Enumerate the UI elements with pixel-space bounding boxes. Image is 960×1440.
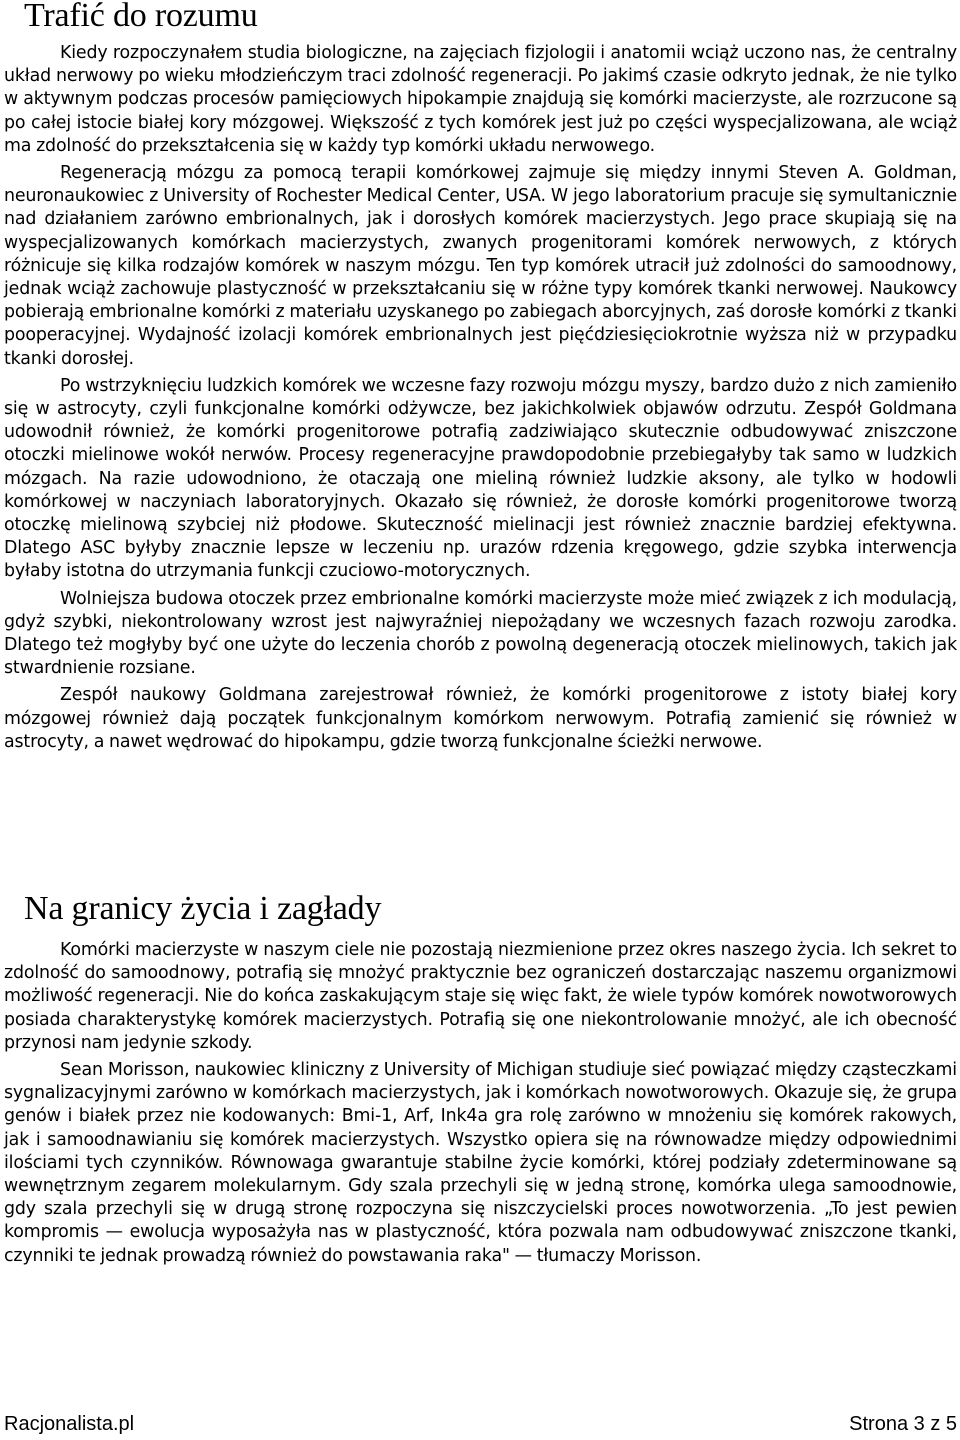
paragraph: Sean Morisson, naukowiec kliniczny z University of Michigan studiuje sieć powiązać między cząsteczkami sygnalizacyjnymi zarówno w komórkach macierzystych, jak i komórkach nowotworowych. Okazuje się, że grupa genów i białek przez nie kodowanych: Bmi-1, Arf, Ink4a gra rolę zarówno w mnożeniu się komórek rakowych, jak i samoodnawianiu się komórek macierzystych. Wszystko opiera się na równowadze między odpowiednimi ilościami tych czynników. Równowaga gwarantuje stabilne życie komórki, której podziały zdeterminowane są wewnętrznym zegarem molekularnym. Gdy szala przechyli się w jedną stronę, komórka ulega samoodnowie, gdy szala przechyli się w drugą stronę rozpoczyna się niszczycielski proces nowotworzenia. „To jest pewien kompromis — ewolucja wyposażyła nas w plastyczność, która pozwala nam odbudowywać zniszczone tkanki, czynniki te jednak prowadzą również do powstawania raka" — tłumaczy Morisson. <box>4 1060 957 1266</box>
section-heading: Trafić do rozumu <box>24 0 258 34</box>
paragraph: Kiedy rozpoczynałem studia biologiczne, na zajęciach fizjologii i anatomii wciąż uczono nas, że centralny układ nerwowy po wieku młodzieńczym traci zdolność regeneracji. Po jakimś czasie odkryto jednak, że nie tylko w aktywnym podczas procesów pamięciowych hipokampie znajdują się komórki macierzyste, ale rozrzucone są po całej istocie białej kory mózgowej. Większość z tych komórek jest już po części wyspecjalizowana, ale wciąż ma zdolność do przekształcenia się w każdy typ komórki układu nerwowego. <box>4 43 957 156</box>
paragraph: Zespół naukowy Goldmana zarejestrował również, że komórki progenitorowe z istoty białej kory mózgowej również dają początek funkcjonalnym komórkom nerwowym. Potrafią zamienić się również w astrocyty, a nawet wędrować do hipokampu, gdzie tworzą funkcjonalne ścieżki nerwowe. <box>4 685 957 752</box>
paragraph: Wolniejsza budowa otoczek przez embrionalne komórki macierzyste może mieć związek z ich modulacją, gdyż szybki, niekontrolowany wzrost jest najwyraźniej niepożądany we wczesnych fazach rozwoju zarodka. Dlatego też mogłyby być one użyte do leczenia chorób z powolną degeneracją otoczek mielinowych, takich jak stwardnienie rozsiane. <box>4 588 957 679</box>
paragraph: Regeneracją mózgu za pomocą terapii komórkowej zajmuje się między innymi Steven A. Goldman, neuronaukowiec z University of Rochester Medical Center, USA. W jego laboratorium pracuje się symultanicznie nad działaniem zarówno embrionalnych, jak i dorosłych komórek macierzystych. Jego prace skupiają się na wyspecjalizowanych komórkach macierzystych, zwanych progenitorami komórek nerwowych, z których różnicuje się kilka rodzajów komórek w naszym mózgu. Ten typ komórek utracił już zdolności do samoodnowy, jednak wciąż zachowuje plastyczność w przekształcaniu się w różne typy komórek tkanki nerwowej. Naukowcy pobierają embrionalne komórki z materiału uzyskanego po zabiegach aborcyjnych, zaś dorosłe komórki z tkanki pooperacyjnej. Wydajność izolacji komórek embrionalnych jest pięćdziesięciokrotnie wyższa niż w przypadku tkanki dorosłej. <box>4 163 957 369</box>
section-body <box>4 939 957 1272</box>
paragraph: Po wstrzyknięciu ludzkich komórek we wczesne fazy rozwoju mózgu myszy, bardzo dużo z nich zamieniło się w astrocyty, czyli funkcjonalne komórki odżywcze, bez jakichkolwiek objawów odrzutu. Zespół Goldmana udowodnił również, że komórki progenitorowe potrafią zadziwiająco skutecznie odbudowywać zniszczone otoczki mielinowe wokół nerwów. Procesy regeneracyjne prawdopodobnie przebiegałyby tak samo w ludzkich mózgach. Na razie udowodniono, że otaczają one mieliną również ludzkie aksony, ale tylko w hodowli komórkowej w naczyniach laboratoryjnych. Okazało się również, że dorosłe komórki progenitorowe tworzą otoczkę mielinową szybciej niż płodowe. Skuteczność mielinacji jest również znacznie bardziej efektywna. Dlatego ASC byłyby znacznie lepsze w leczeniu np. urazów rdzenia kręgowego, gdzie szybka interwencja byłaby istotna do utrzymania funkcji czuciowo-motorycznych. <box>4 375 957 582</box>
paragraph: Komórki macierzyste w naszym ciele nie pozostają niezmienione przez okres naszego życia. Ich sekret to zdolność do samoodnowy, potrafią się mnożyć praktycznie bez ograniczeń dostarczając naszemu organizmowi możliwość regeneracji. Nie do końca zaskakującym staje się więc fakt, że wiele typów komórek nowotworowych posiada charakterystykę komórek macierzystych. Potrafią się one niekontrolowanie mnożyć, ale ich obecność przynosi nam jedynie szkody. <box>4 940 957 1053</box>
footer-page-number: Strona 3 z 5 <box>849 1413 957 1435</box>
section-body <box>4 42 957 758</box>
footer-site-name: Racjonalista.pl <box>4 1413 135 1435</box>
section-heading: Na granicy życia i zagłady <box>24 890 382 927</box>
